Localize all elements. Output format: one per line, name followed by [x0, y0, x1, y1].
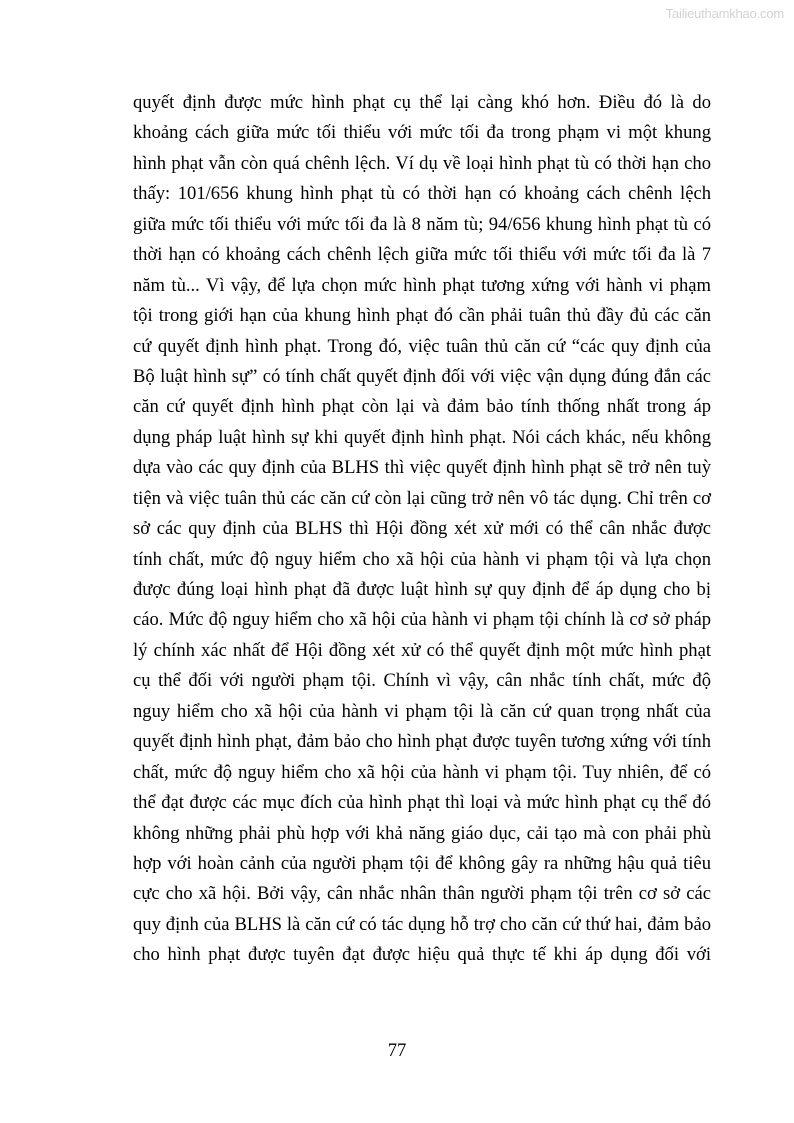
text-line: hình phạt vẫn còn quá chênh lệch. Ví dụ về loại hình phạt tù có thời hạn cho	[133, 152, 711, 174]
text-line: lý chính xác nhất để Hội đồng xét xử có thể quyết định một mức hình phạt	[133, 639, 711, 661]
text-line: dụng pháp luật hình sự khi quyết định hình phạt. Nói cách khác, nếu không	[133, 426, 711, 448]
text-line: tội trong giới hạn của khung hình phạt đó cần phải tuân thủ đầy đủ các căn	[133, 305, 711, 327]
text-line: thể đạt được các mục đích của hình phạt thì loại và mức hình phạt cụ thể đó	[133, 792, 711, 814]
text-line: thời hạn có khoảng cách chênh lệch giữa mức tối thiểu với mức tối đa là 7	[133, 244, 711, 266]
text-line: sở các quy định của BLHS thì Hội đồng xét xử mới có thể cân nhắc được	[133, 518, 711, 540]
watermark-text: Tailieuthamkhao.com	[665, 6, 784, 21]
text-line: cứ quyết định hình phạt. Trong đó, việc tuân thủ căn cứ “các quy định của	[133, 335, 711, 357]
text-line: cáo. Mức độ nguy hiểm cho xã hội của hành vi phạm tội chính là cơ sở pháp	[133, 609, 711, 631]
text-line: nguy hiểm cho xã hội của hành vi phạm tội là căn cứ quan trọng nhất của	[133, 700, 711, 722]
text-line: tiện và việc tuân thủ các căn cứ còn lại cũng trở nên vô tác dụng. Chỉ trên cơ	[133, 487, 711, 509]
text-line: chất, mức độ nguy hiểm cho xã hội của hành vi phạm tội. Tuy nhiên, để có	[133, 761, 711, 783]
text-line: cực cho xã hội. Bởi vậy, cân nhắc nhân thân người phạm tội trên cơ sở các	[133, 883, 711, 905]
text-line: giữa mức tối thiểu với mức tối đa là 8 năm tù; 94/656 khung hình phạt tù có	[133, 213, 711, 235]
text-line: tính chất, mức độ nguy hiểm cho xã hội của hành vi phạm tội và lựa chọn	[133, 548, 711, 570]
text-line: được đúng loại hình phạt đã được luật hình sự quy định để áp dụng cho bị	[133, 579, 711, 600]
text-line: cho hình phạt được tuyên đạt được hiệu quả thực tế khi áp dụng đối với	[133, 944, 711, 966]
text-line: thấy: 101/656 khung hình phạt tù có thời hạn có khoảng cách chênh lệch	[133, 183, 711, 205]
page-number: 77	[387, 1040, 407, 1061]
text-line: dựa vào các quy định của BLHS thì việc quyết định hình phạt sẽ trở nên tuỳ	[133, 457, 711, 479]
document-body	[133, 88, 711, 971]
text-line: không những phải phù hợp với khả năng giáo dục, cải tạo mà con phải phù	[133, 822, 711, 844]
text-line: quy định của BLHS là căn cứ có tác dụng hỗ trợ cho căn cứ thứ hai, đảm bảo	[133, 913, 711, 935]
text-line: khoảng cách giữa mức tối thiểu với mức tối đa trong phạm vi một khung	[133, 122, 711, 144]
text-line: hợp với hoàn cảnh của người phạm tội để không gây ra những hậu quả tiêu	[133, 852, 711, 874]
text-line: Bộ luật hình sự” có tính chất quyết định đối với việc vận dụng đúng đắn các	[133, 365, 711, 387]
text-line: cụ thể đối với người phạm tội. Chính vì vậy, cân nhắc tính chất, mức độ	[133, 670, 711, 692]
text-line: quyết định được mức hình phạt cụ thể lại càng khó hơn. Điều đó là do	[133, 92, 711, 113]
text-line: năm tù... Vì vậy, để lựa chọn mức hình phạt tương xứng với hành vi phạm	[133, 274, 711, 296]
text-line: quyết định hình phạt, đảm bảo cho hình phạt được tuyên tương xứng với tính	[133, 731, 711, 753]
text-line: căn cứ quyết định hình phạt còn lại và đảm bảo tính thống nhất trong áp	[133, 396, 711, 418]
